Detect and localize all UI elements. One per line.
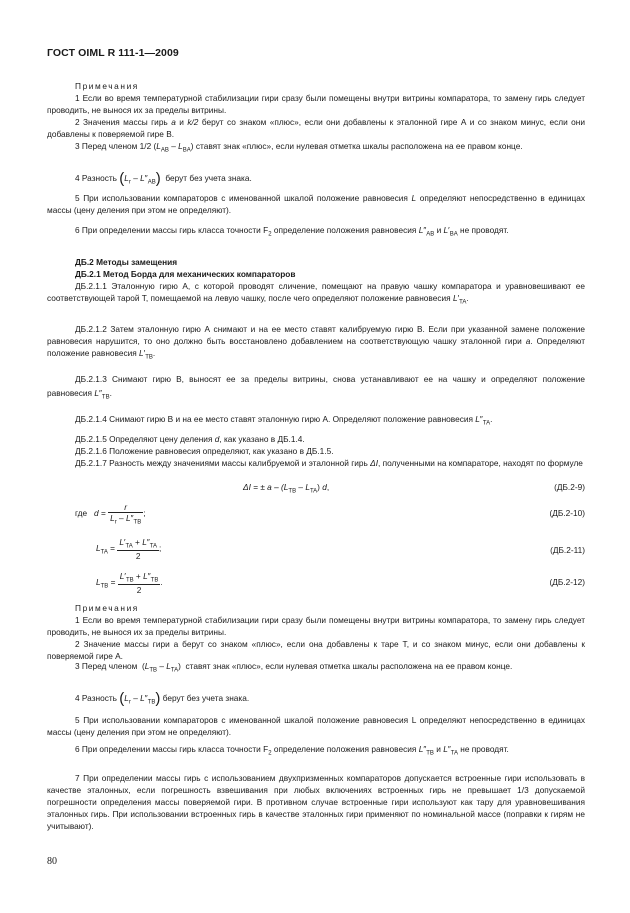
notes-title-2: Примечания bbox=[75, 603, 139, 613]
equation-12: $L_{TB}$ = $\frac{L'_{TB} + L''_{TB}}{2}$ . bbox=[96, 571, 163, 595]
section-heads bbox=[47, 256, 585, 280]
note-3: 3 Перед членом 1/2 $(L_{AB} - L_{BA})$ ставят знак «плюс», если нулевая отметка шкалы расположена на ее правом конце. bbox=[75, 141, 523, 154]
section-db21: ДБ.2.1 Метод Борда для механических компараторов bbox=[75, 269, 296, 279]
equation-9: ΔI = ± a – $(L_{TB} - L_{TA})$ d, bbox=[243, 482, 330, 495]
equation-12-number: (ДБ.2-12) bbox=[549, 577, 585, 587]
notes-title: Примечания bbox=[75, 81, 139, 91]
page-number: 80 bbox=[47, 856, 57, 867]
para-db2112: ДБ.2.1.2 Затем эталонную гирю А снимают и на ее место ставят калибруемую гирю В. Если при указанной замене положение равновесия нарушится, то оно должно быть восстановлено добавлением на соответствующую чашку эталонной гири a. Определяют положение равновесия $L'_{TB}$. bbox=[47, 324, 585, 361]
note2-2: 2 Значение массы гири а берут со знаком «плюс», если она добавлены к таре T, и со знаком минус, если они добавлены к поверяемой гире А. bbox=[47, 639, 585, 661]
note2-3: 3 Перед членом $(L_{TB} - L_{TA})$ ставят знак «плюс», если нулевая отметка шкалы расположена на ее правом конце. bbox=[75, 661, 513, 674]
note-6: 6 При определении массы гирь класса точности $F_2$ определение положения равновесия $L''_{AB}$ и $L'_{BA}$ не проводят. bbox=[75, 225, 509, 238]
para-db2113: ДБ.2.1.3 Снимают гирю В, выносят ее за пределы витрины, снова устанавливают ее на чашку и определяют положение равновесия $L''_{TB}$. bbox=[47, 374, 585, 401]
notes-block-2 bbox=[47, 602, 585, 662]
note-5: 5 При использовании компараторов с именованной шкалой положение равновесия L определяют непосредственно в единицах массы (цену деления при этом не определяют). bbox=[47, 193, 586, 215]
note2-6: 6 При определении массы гирь класса точности $F_2$ определение положения равновесия $L''_{TB}$ и $L''_{TA}$ не проводят. bbox=[75, 744, 509, 757]
note-1: 1 Если во время температурной стабилизации гири сразу были помещены внутри витрины компаратора, то замену гирь следует проводить, не вынося их за пределы витрины. bbox=[47, 93, 585, 115]
para-db2111: ДБ.2.1.1 Эталонную гирю А, с которой проводят сличение, помещают на правую чашку компаратора и уравновешивают ее соответствующей тарой Т, помещаемой на левую чашку, после чего определяют положение равновесия $L'_{TA}$. bbox=[47, 281, 585, 306]
equation-9-number: (ДБ.2-9) bbox=[554, 482, 585, 492]
equation-10: где d = $\frac{r}{L_r - L''_{TB}}$ ; bbox=[75, 502, 146, 526]
note2-1: 1 Если во время температурной стабилизации гири сразу были помещены внутри витрины компаратора, то замену гирь следует проводить, не вынося их за пределы витрины. bbox=[47, 615, 585, 637]
note2-4: 4 Разность $(L_r - L''_{TB})$ берут без учета знака. bbox=[75, 689, 250, 707]
equation-11: $L_{TA}$ = $\frac{L'_{TA} + L''_{TA}}{2}$ ; bbox=[96, 537, 162, 561]
note2-7: 7 При определении массы гирь с использованием двухпризменных компараторов допускается встроенные гири использовать в качестве эталонных, если погрешность взвешивания при любых включениях встроенных гирь не превышает 1/3 допускаемой погрешности определения массы поверяемой гири. В противном случае встроенные гири используют как тару для уравновешивания эталонных гирь. При использовании встроенных гирь в качестве эталонных гири применяют по номинальной массе (поправки к гирям не учитывают). bbox=[47, 773, 585, 831]
equation-11-number: (ДБ.2-11) bbox=[550, 545, 585, 555]
note-4: 4 Разность $(L_r - L''_{AB})$ берут без учета знака. bbox=[75, 169, 252, 187]
equation-10-number: (ДБ.2-10) bbox=[549, 508, 585, 518]
note-2: 2 Значения массы гирь а и k/2 берут со знаком «плюс», если они добавлены к эталонной гире А и со знаком минус, если они добавлены к поверяемой гире В. bbox=[47, 117, 585, 139]
para-db2115-2117: ДБ.2.1.5 Определяют цену деления d, как указано в ДБ.1.4. ДБ.2.1.6 Положение равновесия определяют, как указано в ДБ.1.5. ДБ.2.1.7 Разность между значениями массы калибруемой и эталонной гирь ΔI, полученными на компараторе, находят по формуле bbox=[75, 434, 583, 468]
para-db2114: ДБ.2.1.4 Снимают гирю В и на ее место ставят эталонную гирю А. Определяют положение равновесия $L''_{TA}$. bbox=[75, 414, 493, 427]
section-db2: ДБ.2 Методы замещения bbox=[75, 257, 178, 267]
document-header: ГОСТ OIML R 111-1—2009 bbox=[47, 47, 179, 59]
note2-5: 5 При использовании компараторов с именованной шкалой положение равновесия L определяют непосредственно в единицах массы (цену деления при этом не определяют). bbox=[47, 715, 585, 737]
notes-block-1 bbox=[47, 80, 585, 157]
